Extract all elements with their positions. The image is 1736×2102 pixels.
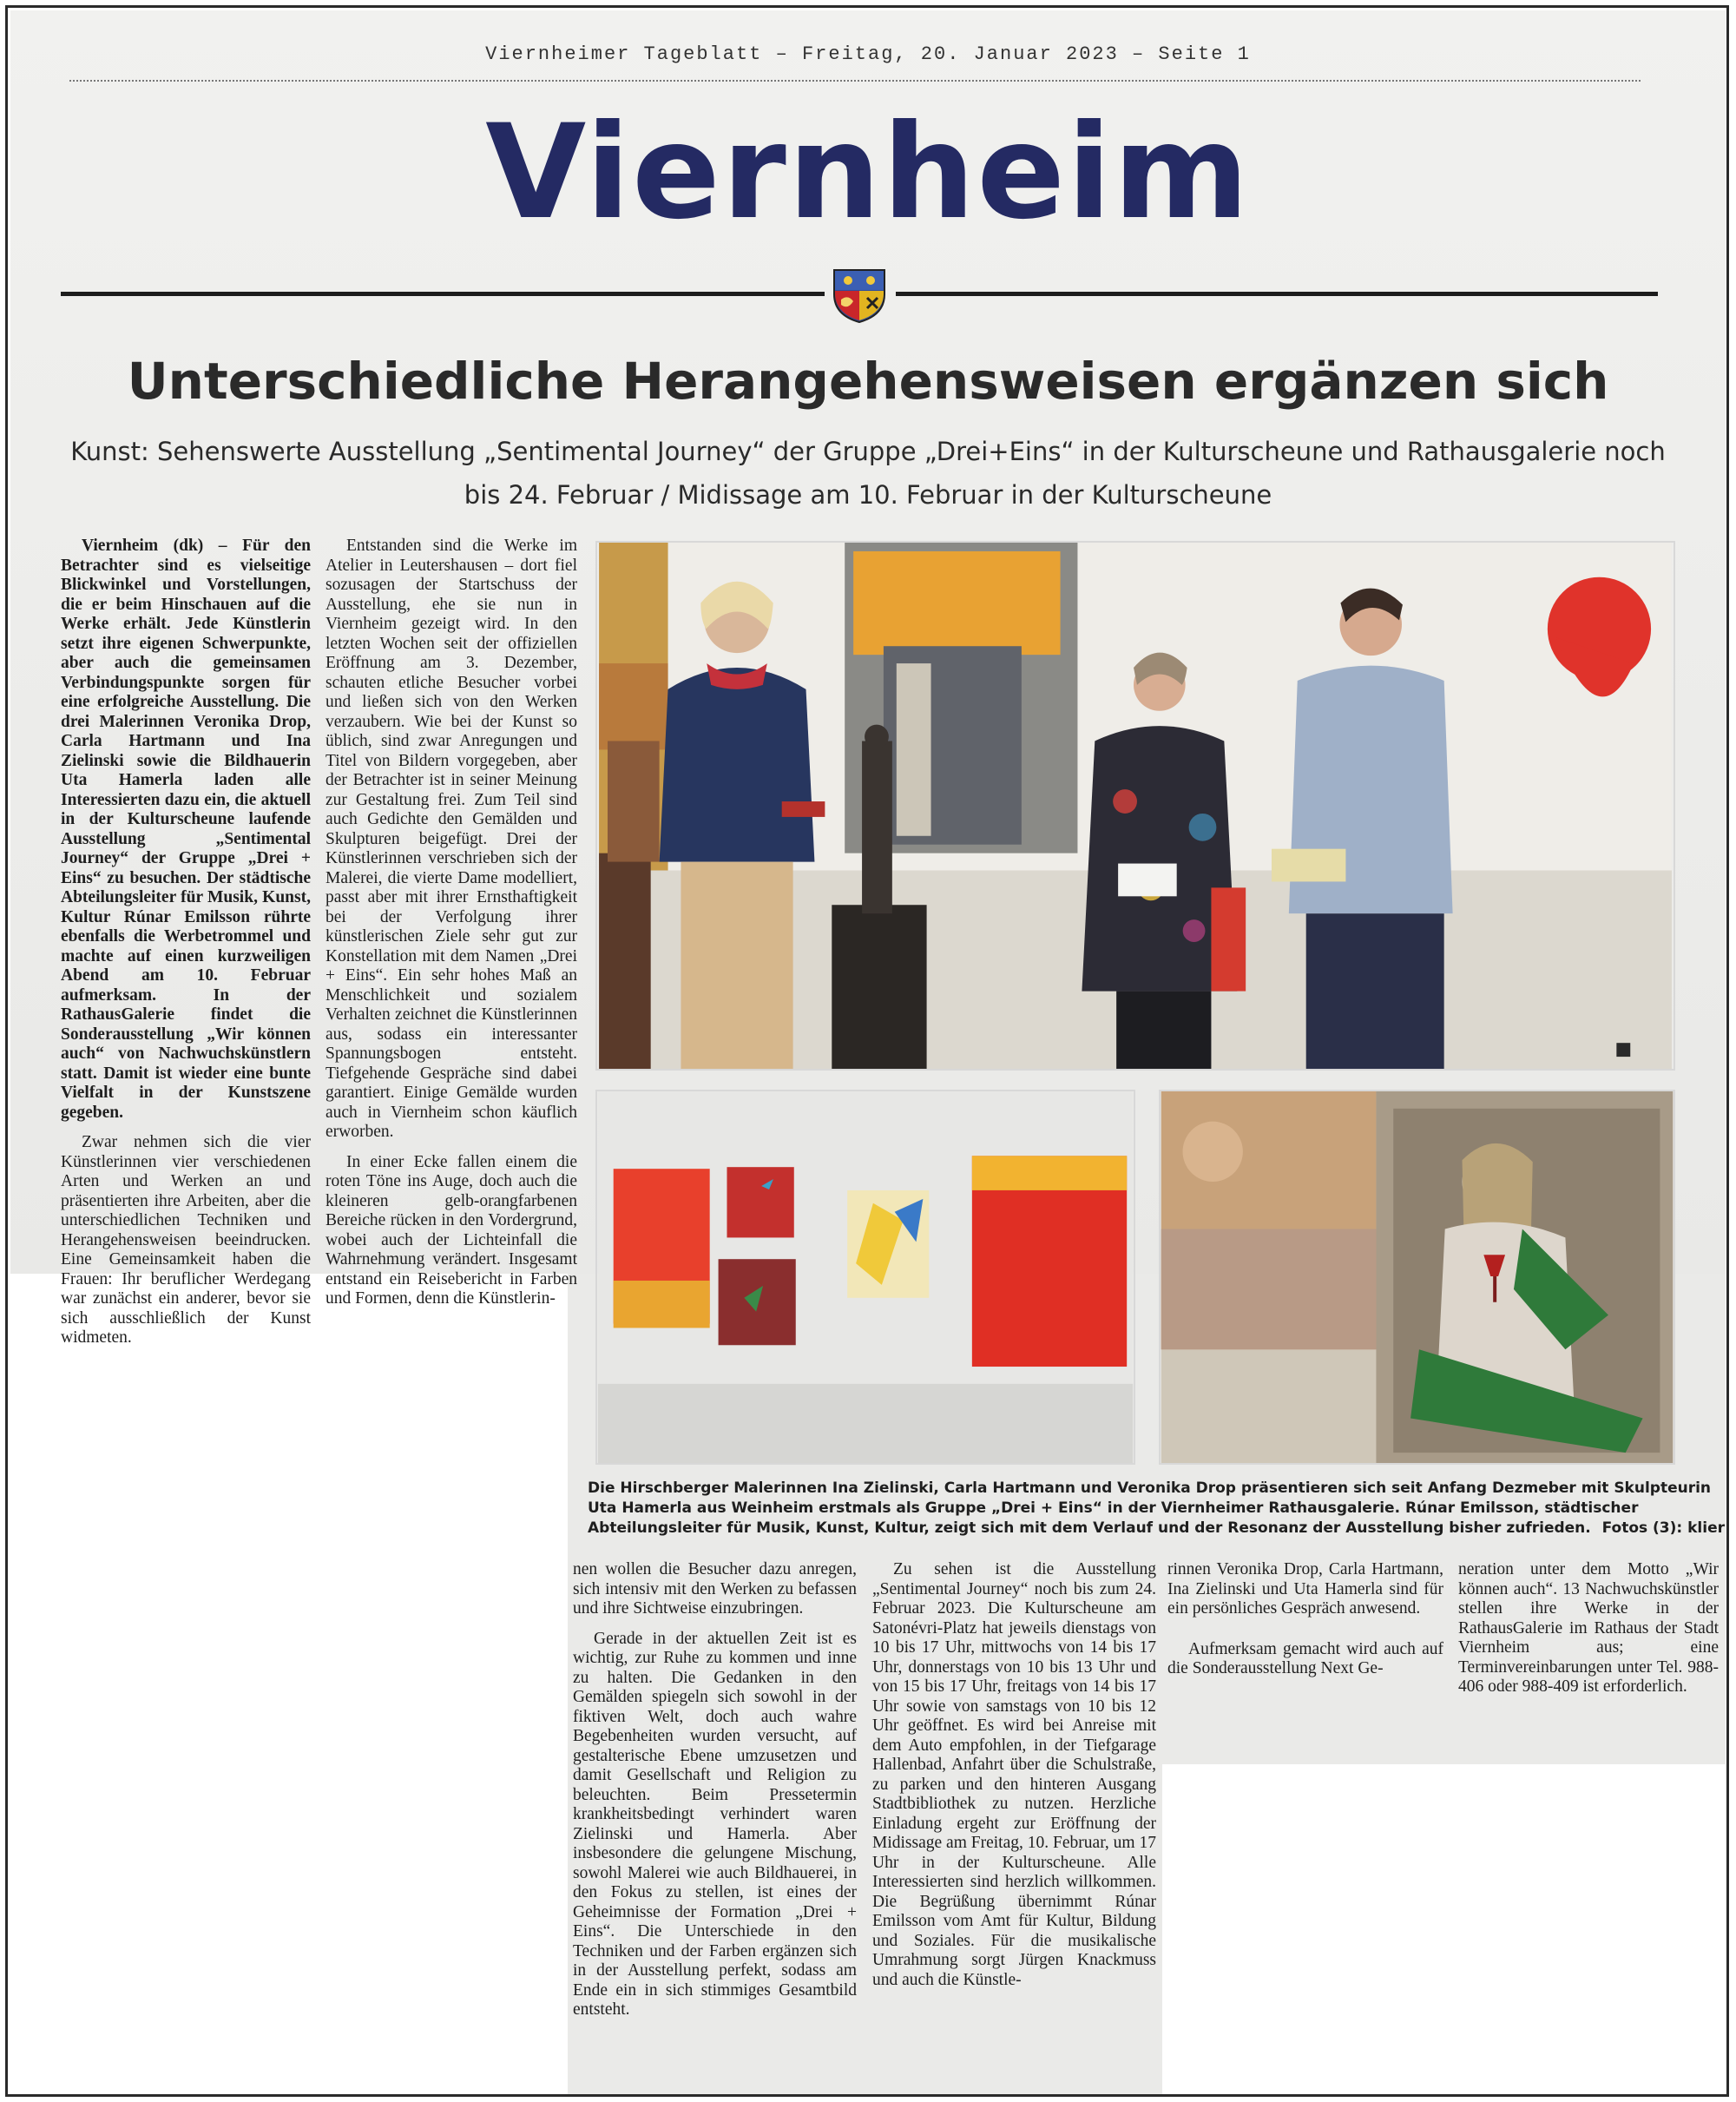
article-column-3 (573, 1560, 857, 2020)
article-column-4 (872, 1560, 1156, 1990)
photo-artists-gallery (595, 541, 1675, 1071)
masthead-rule-left (61, 292, 825, 296)
article-column-2 (326, 537, 577, 1309)
article-headline: Unterschiedliche Herangehensweisen ergänzen sich (127, 352, 1609, 411)
article-paragraph: In einer Ecke fallen einem die roten Töne ins Auge, doch auch die kleineren gelb-orangfarbenen Bereiche rücken in den Vordergrund, wobei auch der Lichteinfall die Wahrnehmung verändert. Insgesamt entstand ein Reisebericht in Farben und Formen, denn die Künstlerin- (326, 1152, 577, 1308)
article-paragraph: Entstanden sind die Werke im Atelier in Leutershausen – dort fiel sozusagen der Startschuss der Ausstellung, ehe sie nun in Viernheim gezeigt wird. In den letzten Wochen seit der offiziellen Eröffnung am 3. Dezember, schauten etliche Besucher vorbei und ließen sich von den Werken verzaubern. Wie bei der Kunst so üblich, sind zwar Anregungen und Titel von Bildern vorgegeben, aber der Betrachter ist in seiner Meinung zur Gestaltung frei. Zum Teil sind auch Gedichte den Gemälden und Skulpturen beigefügt. Drei der Künstlerinnen verschrieben sich der Malerei, die vierte Dame modelliert, passt aber mit ihrer Ernsthaftigkeit bei der Verfolgung ihrer künstlerischen Ziele sehr gut zur Konstellation mit dem Namen „Drei + Eins“. Ein sehr hohes Maß an Menschlichkeit und sozialem Verhalten zeichnet die Künstlerinnen aus, sodass ein interessanter Spannungsbogen entsteht. Tiefgehende Gespräche sind dabei garantiert. Einige Gemälde wurden auch in Viernheim schon käuflich erworben. (326, 537, 577, 1141)
photo-red-paintings (595, 1090, 1135, 1465)
article-paragraph: rinnen Veronika Drop, Carla Hartmann, Ina Zielinski und Uta Hamerla sind für ein persönliches Gespräch anwesend. (1167, 1560, 1443, 1618)
photo-figurative-paintings (1159, 1090, 1675, 1465)
subhead-line-2: bis 24. Februar / Midissage am 10. Februar in der Kulturscheune (464, 480, 1272, 510)
article-paragraph: neration unter dem Motto „Wir können auch“. 13 Nachwuchskünstler stellen ihre Werke in der RathausGalerie im Rathaus der Stadt Viernheim aus; eine Terminvereinbarungen unter Tel. 988-406 oder 988-409 ist erforderlich. (1458, 1560, 1719, 1696)
article-subhead (52, 430, 1684, 517)
coat-of-arms-icon (829, 265, 890, 326)
article-paragraph: nen wollen die Besucher dazu anregen, sich intensiv mit den Werken zu befassen und ihre Sichtweise einzubringen. (573, 1560, 857, 1618)
masthead-rule-right (896, 292, 1658, 296)
article-paragraph: Aufmerksam gemacht wird auch auf die Sonderausstellung Next Ge- (1167, 1639, 1443, 1677)
photo-credit: Fotos (3): klier (1601, 1519, 1725, 1537)
article-paragraph: Gerade in der aktuellen Zeit ist es wichtig, zur Ruhe zu kommen und inne zu halten. Die Gedanken in den Gemälden spiegeln sich sowohl in der fiktiven Welt, doch auch wahre Begebenheiten wurden versucht, auf gestalterische Ebene umzusetzen und damit Gesellschaft und Religion zu beleuchten. Beim Pressetermin krankheitsbedingt verhindert waren Zielinski und Hamerla. Aber insbesondere die gelungene Mischung, sowohl Malerei wie auch Bildhauerei, in den Fokus zu stellen, ist eines der Geheimnisse der Formation „Drei + Eins“. Die Unterschiede in den Techniken und der Farben ergänzen sich in der Ausstellung perfekt, sodass am Ende ein in sich stimmiges Gesamtbild entsteht. (573, 1629, 857, 2019)
article-lead-paragraph: Viernheim (dk) – Für den Betrachter sind es vielseitige Blickwinkel und Vorstellungen, die er beim Hinschauen auf die Werke erhält. Jede Künstlerin setzt ihre eigenen Schwerpunkte, aber auch die gemeinsamen Verbindungspunkte sorgen für eine erfolgreiche Ausstellung. Die drei Malerinnen Veronika Drop, Carla Hartmann und Ina Zielinski sowie die Bildhauerin Uta Hamerla laden alle Interessierten dazu ein, die aktuell in der Kulturscheune laufende Ausstellung „Sentimental Journey“ der Gruppe „Drei + Eins“ zu besuchen. Der städtische Abteilungsleiter für Musik, Kunst, Kultur Rúnar Emilsson rührte ebenfalls die Werbetrommel und machte auf einen kurzweiligen Abend am 10. Februar aufmerksam. In der RathausGalerie findet die Sonderausstellung „Wir können auch“ von Nachwuchskünstlern statt. Damit ist wieder eine bunte Vielfalt in der Kunstszene gegeben. (61, 537, 311, 1122)
dateline: Viernheimer Tageblatt – Freitag, 20. Januar 2023 – Seite 1 (485, 43, 1251, 65)
article-paragraph: Zu sehen ist die Ausstellung „Sentimental Journey“ noch bis zum 24. Februar 2023. Die Kulturscheune am Satonévri-Platz hat jeweils dienstags von 10 bis 17 Uhr, mittwochs von 14 bis 17 Uhr, donnerstags von 10 bis 13 Uhr und von 15 bis 17 Uhr, freitags von 14 bis 17 Uhr sowie von samstags von 10 bis 12 Uhr geöffnet. Es wird bei Anreise mit dem Auto empfohlen, in der Tiefgarage Hallenbad, Anfahrt über die Schulstraße, zu parken und den hinteren Ausgang Stadtbibliothek zu nutzen. Herzliche Einladung ergeht zur Eröffnung der Midissage am Freitag, 10. Februar, um 17 Uhr in der Kulturscheune. Alle Interessierten sind herzlich willkommen. Die Begrüßung übernimmt Rúnar Emilsson vom Amt für Kultur, Bildung und Soziales. Für die musikalische Umrahmung sorgt Jürgen Knackmuss und auch die Künstle- (872, 1560, 1156, 1989)
article-paragraph: Zwar nehmen sich die vier Künstlerinnen vier verschiedenen Arten und Werken an und präsentierten ihre Arbeiten, aber die unterschiedlichen Techniken und Herangehensweisen beeindrucken. Eine Gemeinsamkeit haben die Frauen: Ihr beruflicher Werdegang war zunächst ein anderer, bevor sie sich ausschließlich der Kunst widmeten. (61, 1133, 311, 1347)
article-column-1 (61, 537, 311, 1348)
article-column-6 (1458, 1560, 1719, 1697)
photo-caption (588, 1479, 1725, 1539)
article-column-5 (1167, 1560, 1443, 1679)
masthead: Viernheim (485, 97, 1251, 248)
caption-text: Die Hirschberger Malerinnen Ina Zielinski, Carla Hartmann und Veronika Drop präsentieren sich seit Anfang Dezmeber mit Skulpteurin Uta Hamerla aus Weinheim erstmals als Gruppe „Drei + Eins“ in der Viernheimer Rathausgalerie. Rúnar Emilsson, städtischer Abteilungsleiter für Musik, Kunst, Kultur, zeigt sich mit dem Verlauf und der Resonanz der Ausstellung bisher zufrieden. (588, 1479, 1712, 1537)
dotted-rule (69, 80, 1641, 82)
subhead-line-1: Kunst: Sehenswerte Ausstellung „Sentimental Journey“ der Gruppe „Drei+Eins“ in der Kulturscheune und Rathausgalerie noch (70, 437, 1666, 466)
